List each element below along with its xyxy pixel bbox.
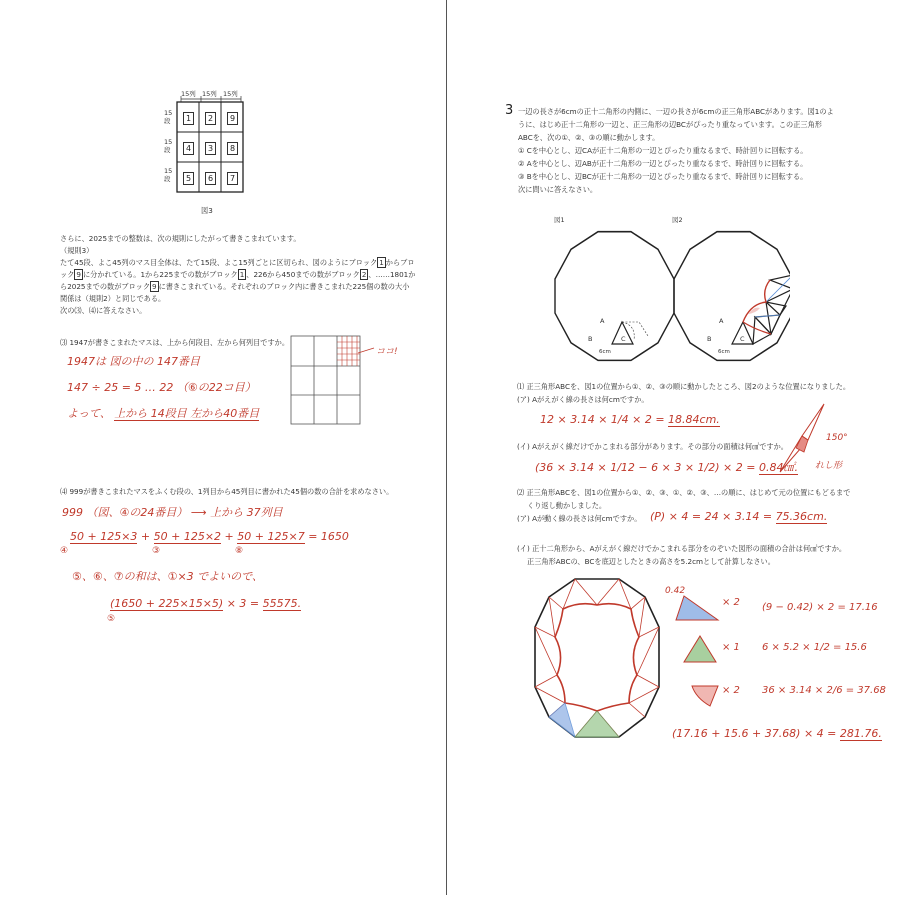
fig1-side-label: 6cm (599, 349, 611, 355)
fig3-col-label: 15列 (181, 90, 196, 98)
fig3-cell: 9 (227, 112, 238, 125)
q3-question: ⑶ 1947が書きこまれたマスは、上から何段目、左から何列目ですか。 (60, 338, 290, 347)
fig3-lines (0, 0, 446, 905)
intro-line: ABCを、次の①、②、③の順に動かします。 (518, 133, 660, 142)
fig1-caption: 図1 (554, 216, 565, 224)
q4-hw-line4: (1650 + 225×15×5) × 3 = 55575. (110, 597, 302, 610)
q3-hw-line1: 1947は 図の中の 147番目 (67, 355, 200, 368)
intro-line: 関係は（規則2）と同じである。 (60, 294, 166, 303)
q2-hw-eq2: 6 × 5.2 × 1/2 = 15.6 (762, 642, 867, 653)
fig3-col-label: 15列 (223, 90, 238, 98)
page-divider (446, 0, 447, 895)
q2-hw-eq1: (9 − 0.42) × 2 = 17.16 (762, 602, 878, 613)
fig2-side-label: 6cm (718, 349, 730, 355)
fig1-label-b: B (588, 335, 593, 343)
intro-line: ① Cを中心とし、辺CAが正十二角形の一辺とぴったり重なるまで、時計回りに回転する。 (518, 146, 808, 155)
q2-hw-042: 0.42 (665, 586, 686, 596)
intro-line: 一辺の長さが6cmの正十二角形の内側に、一辺の長さが6cmの正三角形ABCがあります。図1のよ (518, 107, 834, 116)
q4-tag: ⑧ (235, 546, 244, 556)
q2-hw-eq3: 36 × 3.14 × 2/6 = 37.68 (762, 685, 886, 696)
fig3-row-label: 15段 (164, 109, 173, 125)
q2-hw-a: (P) × 4 = 24 × 3.14 = 75.36cm. (650, 510, 828, 523)
fig3-cell: 4 (183, 142, 194, 155)
q2-hw-x2a: × 2 (722, 597, 740, 608)
q4-hw-line1: 999 （図、④の24番目） ⟶ 上から 37列目 (62, 506, 283, 519)
q2-sub-a: (ア) Aが動く線の長さは何cmですか。 (517, 514, 642, 523)
fig1-label-a: A (600, 317, 605, 325)
fig1-fig2-dodecagons (540, 210, 790, 375)
q1-hw-a: 12 × 3.14 × 1/4 × 2 = 18.84cm. (540, 413, 720, 426)
fig1-label-c: C (621, 335, 626, 343)
fig3-cell: 8 (227, 142, 238, 155)
q1-question: ⑴ 正三角形ABCを、図1の位置から①、②、③の順に動かしたところ、図2のような位置になりました。 (517, 382, 851, 391)
q2-dodecagon-figure (533, 575, 663, 745)
intro-line: 次に問いに答えなさい。 (518, 185, 598, 194)
intro-line: さらに、2025までの整数は、次の規則にしたがって書きこまれています。 (60, 234, 301, 243)
q2-question: ⑵ 正三角形ABCを、図1の位置から①、②、③、①、②、③、…の順に、はじめて元の位置にもどるまで (517, 488, 851, 497)
fig2-label-c: C (740, 335, 745, 343)
q1-sub-a: (ア) Aがえがく線の長さは何cmですか。 (517, 395, 649, 404)
q4-hw-line3: ⑤、⑥、⑦の和は、①×3 でよいので、 (72, 570, 263, 583)
fig3-cell: 5 (183, 172, 194, 185)
q4-tag: ④ (60, 546, 69, 556)
q2-sub-i-cont: 正三角形ABCの、BCを底辺としたときの高さを5.2cmとして計算しなさい。 (527, 557, 775, 566)
fig3-cell: 2 (205, 112, 216, 125)
intro-line: ② Aを中心とし、辺ABが正十二角形の一辺とぴったり重なるまで、時計回りに回転する。 (518, 159, 808, 168)
q2-hw-x2b: × 2 (722, 685, 740, 696)
intro-line: ック 9 に分かれている。1から225までの数がブロック 1 、226から450までの数がブロック 2 、……1801か (60, 270, 416, 279)
intro-line: ③ Bを中心とし、辺BCが正十二角形の一辺とぴったり重なるまで、時計回りに回転する。 (518, 172, 808, 181)
fig3-cell: 3 (205, 142, 216, 155)
q4-question: ⑷ 999が書きこまれたマスをふくむ段の、1列目から45列目に書かれた45個の数の合計を求めなさい。 (60, 487, 394, 496)
intro-line: たて45段、よこ45列のマス目全体は、たて15段、よこ15列ごとに区切られ、図のようにブロック 1 からブロ (60, 258, 415, 267)
q3-hw-line3: よって、 上から 14段目 左から40番目 (67, 407, 260, 420)
fig2-label-b: B (707, 335, 712, 343)
intro-line: 次の⑶、⑷に答えなさい。 (60, 306, 147, 315)
q4-tag: ③ (152, 546, 161, 556)
fig3-row-label: 15段 (164, 167, 173, 183)
q1-hw-i: (36 × 3.14 × 1/12 − 6 × 3 × 1/2) × 2 = 0.84㎠. (535, 461, 798, 474)
q2-sub-i: (イ) 正十二角形から、Aがえがく線だけでかこまれる部分をのぞいた図形の面積の合計は何㎠ですか。 (517, 544, 847, 553)
fig3-row-label: 15段 (164, 138, 173, 154)
q2-hw-x1: × 1 (722, 642, 740, 653)
q3-koko-note: ココ! (376, 347, 398, 357)
q2-hw-final: (17.16 + 15.6 + 37.68) × 4 = 281.76. (672, 727, 882, 740)
intro-line: うに、はじめ正十二角形の一辺と、正三角形の辺BCがぴったり重なっています。この正三角形 (518, 120, 822, 129)
fig2-label-a: A (719, 317, 724, 325)
q2-small-shapes (672, 590, 724, 710)
q2-question-cont: くり返し動かしました。 (527, 501, 607, 510)
problem-number: 3 (505, 103, 514, 118)
fig3-cell: 7 (227, 172, 238, 185)
rule-title: （規則3） (60, 246, 94, 255)
intro-line: ら2025までの数がブロック 9 に書きこまれている。それぞれのブロック内に書きこまれた225個の数の大小 (60, 282, 410, 291)
fig3-col-label: 15列 (202, 90, 217, 98)
fig3-cell: 6 (205, 172, 216, 185)
q1-shape-note: れし形 (815, 461, 843, 471)
q4-hw-line2: 50 + 125×3 + 50 + 125×2 + 50 + 125×7 = 1650 (70, 530, 349, 543)
q3-hw-line2: 147 ÷ 25 = 5 … 22 （⑥の22コ目） (67, 381, 256, 394)
q1-sub-i: (イ) Aがえがく線だけでかこまれる部分があります。その部分の面積は何㎠ですか。 (517, 442, 788, 451)
fig3-caption: 図3 (201, 206, 213, 215)
q1-angle-note: 150° (826, 433, 848, 443)
fig3-cell: 1 (183, 112, 194, 125)
q4-tag: ⑤ (107, 614, 116, 624)
fig2-caption: 図2 (672, 216, 683, 224)
